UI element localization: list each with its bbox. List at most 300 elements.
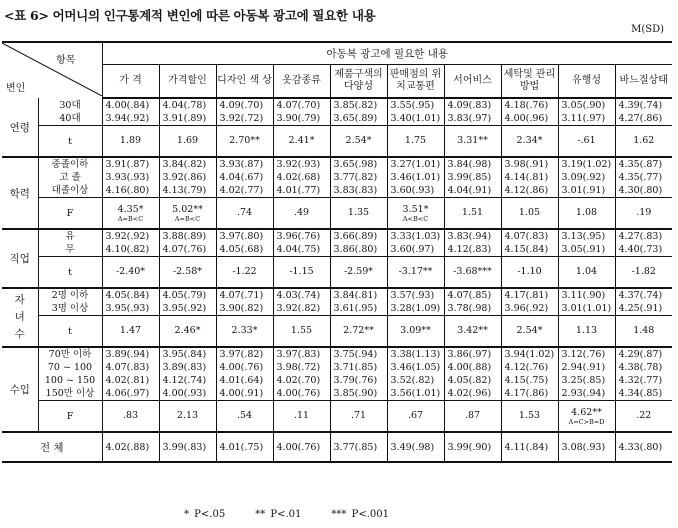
stat-cell xyxy=(330,401,387,433)
cell-value: 4.07(.70) xyxy=(276,100,321,111)
row-label-text: t xyxy=(68,135,72,147)
row-label-text: 3명 이상 xyxy=(51,303,89,314)
cell-value: -2.40* xyxy=(115,266,146,277)
row-label xyxy=(38,401,102,433)
cell-value: 4.07(.83) xyxy=(504,231,549,242)
cell-value: 3.09(.92) xyxy=(561,172,606,183)
column-header: 제품구색의 다양성 xyxy=(330,65,387,99)
cell-value: 3.79(.76) xyxy=(333,375,378,386)
footnote xyxy=(184,509,419,520)
total-value: 3.08(.93) xyxy=(558,432,615,462)
value-cell xyxy=(444,98,501,126)
cell-value: 4.00(.91) xyxy=(219,388,264,399)
cell-value: 2.93(.94) xyxy=(561,388,606,399)
cell-value: -1.82 xyxy=(631,266,656,277)
cell-value: .74 xyxy=(236,207,253,218)
cell-value: 3.65(.89) xyxy=(333,113,378,124)
cell-value: 3.05(.90) xyxy=(561,100,606,111)
value-cell xyxy=(444,229,501,257)
cell-value: 3.83(.94) xyxy=(447,231,492,242)
cell-value: 4.16(.80) xyxy=(105,185,150,196)
value-cell xyxy=(558,347,615,401)
cell-value: 4.39(.74) xyxy=(618,100,663,111)
cell-value: 4.14(.81) xyxy=(504,172,549,183)
row-label xyxy=(38,157,102,198)
row-label-text: F xyxy=(66,207,74,219)
value-cell xyxy=(102,288,159,316)
total-value: 4.00(.76) xyxy=(273,432,330,462)
column-header: 옷감종류 xyxy=(273,65,330,99)
cell-value: 3.71(.85) xyxy=(333,362,378,373)
value-cell xyxy=(216,229,273,257)
cell-value: 4.00(.93) xyxy=(162,388,207,399)
cell-value: 3.96(.92) xyxy=(504,303,549,314)
cell-value: 4.05(.68) xyxy=(219,244,264,255)
value-cell xyxy=(615,229,672,257)
cell-value: 3.27(1.01) xyxy=(390,159,441,170)
row-label-text: 중졸이하 xyxy=(51,159,89,170)
value-cell xyxy=(387,98,444,126)
total-value: 4.01(.75) xyxy=(216,432,273,462)
cell-value: 4.00(.76) xyxy=(276,388,321,399)
value-cell xyxy=(216,98,273,126)
cell-value: 3.90(.79) xyxy=(276,113,321,124)
cell-value: 3.86(.97) xyxy=(447,349,492,360)
cell-value: -1.10 xyxy=(517,266,542,277)
cell-value: 4.38(.78) xyxy=(618,362,663,373)
cell-value: 3.60(.93) xyxy=(390,185,435,196)
total-value: 3.99(.90) xyxy=(444,432,501,462)
cell-value: 4.06(.97) xyxy=(105,388,150,399)
cell-value: 3.92(.93) xyxy=(276,159,321,170)
cell-value: 1.13 xyxy=(575,325,598,336)
stat-row xyxy=(2,316,672,348)
cell-value: 3.94(1.02) xyxy=(504,349,555,360)
value-cell xyxy=(501,157,558,198)
cell-value: 4.34(.85) xyxy=(618,388,663,399)
cell-value: 3.77(.82) xyxy=(333,172,378,183)
cell-value: 3.38(1.13) xyxy=(390,349,441,360)
stat-cell xyxy=(330,198,387,230)
stat-cell xyxy=(216,257,273,289)
value-cell xyxy=(216,347,273,401)
cell-value: 4.40(.73) xyxy=(618,244,663,255)
cell-value: 3.40(1.01) xyxy=(390,113,441,124)
cell-value: 3.92(.72) xyxy=(219,113,264,124)
stat-cell xyxy=(159,257,216,289)
cell-value: 3.60(.97) xyxy=(390,244,435,255)
data-table xyxy=(2,41,672,463)
cell-value: 1.62 xyxy=(633,135,655,146)
column-header: 세탁및 관리방법 xyxy=(501,65,558,99)
cell-value: 4.32(.77) xyxy=(618,375,663,386)
cell-value: 3.33(1.03) xyxy=(390,231,441,242)
stat-cell xyxy=(387,126,444,158)
data-row xyxy=(2,229,672,257)
value-cell xyxy=(330,288,387,316)
cell-value: 3.85(.82) xyxy=(333,100,378,111)
cell-value: 3.19(1.02) xyxy=(561,159,612,170)
stat-cell xyxy=(444,401,501,433)
row-label xyxy=(38,257,102,289)
cell-value: 3.65(.98) xyxy=(333,159,378,170)
value-cell xyxy=(501,347,558,401)
column-header: 디자인 색 상 xyxy=(216,65,273,99)
group-label: 직업 xyxy=(2,229,38,288)
row-label xyxy=(38,229,102,257)
cell-value: 4.00(.88) xyxy=(447,362,492,373)
cell-value: 2.33* xyxy=(231,325,258,336)
cell-value: 4.02(.68) xyxy=(276,172,321,183)
cell-value: 4.12(.83) xyxy=(447,244,492,255)
value-cell xyxy=(615,347,672,401)
row-label-text: 70만 이하 xyxy=(48,349,92,360)
value-cell xyxy=(159,98,216,126)
stat-cell xyxy=(159,316,216,348)
cell-value: 4.05(.79) xyxy=(162,290,207,301)
cell-value: -1.22 xyxy=(232,266,257,277)
column-header: 유행성 xyxy=(558,65,615,99)
stat-cell xyxy=(558,257,615,289)
cell-value: 3.09** xyxy=(400,325,431,336)
stat-cell xyxy=(615,401,672,433)
stat-cell xyxy=(159,198,216,230)
stat-cell xyxy=(216,198,273,230)
cell-value: 3.84(.98) xyxy=(447,159,492,170)
cell-value: 3.88(.89) xyxy=(162,231,207,242)
stat-cell xyxy=(615,257,672,289)
value-cell xyxy=(387,288,444,316)
row-label xyxy=(38,316,102,348)
cell-value: .83 xyxy=(122,410,139,421)
group-label: 연령 xyxy=(9,121,30,134)
stat-cell xyxy=(558,316,615,348)
value-cell xyxy=(273,157,330,198)
row-label-text: t xyxy=(68,266,72,278)
cell-value: 4.07(.71) xyxy=(219,290,264,301)
cell-value: 4.27(.86) xyxy=(618,113,663,124)
cell-value: 4.04(.91) xyxy=(447,185,492,196)
stat-cell xyxy=(273,126,330,158)
cell-value: 1.55 xyxy=(290,325,313,336)
stat-cell xyxy=(615,316,672,348)
stat-cell xyxy=(501,401,558,433)
cell-value: 4.30(.80) xyxy=(618,185,663,196)
value-cell xyxy=(159,157,216,198)
posthoc-note: A<B<C xyxy=(402,214,429,223)
value-cell xyxy=(558,157,615,198)
cell-value: 4.35* xyxy=(117,203,144,215)
cell-value: 4.15(.75) xyxy=(504,375,549,386)
posthoc-note: A=B<C xyxy=(117,214,144,223)
cell-value: 3.89(.94) xyxy=(105,349,150,360)
stat-cell xyxy=(387,316,444,348)
value-cell xyxy=(273,288,330,316)
row-label-text: t xyxy=(68,325,72,337)
cell-value: -1.15 xyxy=(289,266,314,277)
stat-cell xyxy=(501,316,558,348)
cell-value: 3.25(.85) xyxy=(561,375,606,386)
cell-value: 3.75(.94) xyxy=(333,349,378,360)
stat-cell xyxy=(102,257,159,289)
cell-value: -3.68*** xyxy=(453,266,492,277)
cell-value: 3.97(.83) xyxy=(276,349,321,360)
cell-value: 3.92(.86) xyxy=(162,172,207,183)
row-label-text: 40대 xyxy=(59,112,81,124)
cell-value: 3.91(.87) xyxy=(105,159,150,170)
footnote-item: * P<.05 xyxy=(184,509,226,520)
row-label-text: 150만 이상 xyxy=(45,388,95,399)
cell-value: 4.04(.75) xyxy=(276,244,321,255)
stat-cell xyxy=(273,401,330,433)
value-cell xyxy=(330,98,387,126)
value-cell xyxy=(444,157,501,198)
cell-value: 4.03(.74) xyxy=(276,290,321,301)
cell-value: .49 xyxy=(293,207,310,218)
cell-value: 3.01(1.01) xyxy=(561,303,612,314)
cell-value: 4.05(.82) xyxy=(447,375,492,386)
cell-value: 4.12(.76) xyxy=(504,362,549,373)
value-cell xyxy=(216,288,273,316)
stat-cell xyxy=(387,198,444,230)
stat-cell xyxy=(273,198,330,230)
value-cell xyxy=(558,229,615,257)
value-cell xyxy=(558,288,615,316)
stat-cell xyxy=(558,126,615,158)
posthoc-note: A=C>B=D xyxy=(568,417,605,426)
cell-value: 4.09(.83) xyxy=(447,100,492,111)
row-label xyxy=(38,347,102,401)
header-item-label: 항목 xyxy=(56,55,76,66)
stat-cell xyxy=(330,257,387,289)
cell-value: 4.00(.96) xyxy=(504,113,549,124)
total-label: 전 체 xyxy=(2,432,102,462)
cell-value: 3.05(.91) xyxy=(561,244,606,255)
cell-value: 3.96(.76) xyxy=(276,231,321,242)
row-label-text: 고 졸 xyxy=(59,172,81,183)
cell-value: 3.11(.97) xyxy=(561,113,606,124)
cell-value: 3.99(.85) xyxy=(447,172,492,183)
stat-cell xyxy=(501,257,558,289)
cell-value: 1.35 xyxy=(347,207,370,218)
header-main-title: 아동복 광고에 필요한 내용 xyxy=(102,42,672,65)
cell-value: 4.04(.67) xyxy=(219,172,264,183)
row-label xyxy=(38,126,102,158)
stat-cell xyxy=(273,316,330,348)
cell-value: 3.92(.92) xyxy=(105,231,150,242)
cell-value: 4.17(.81) xyxy=(504,290,549,301)
column-header: 바느질상태 xyxy=(615,65,672,99)
cell-value: 3.93(.87) xyxy=(219,159,264,170)
total-row xyxy=(2,432,672,462)
cell-value: 3.55(.95) xyxy=(390,100,435,111)
cell-value: 4.01(.77) xyxy=(276,185,321,196)
cell-value: 3.56(1.01) xyxy=(390,388,441,399)
cell-value: 3.12(.76) xyxy=(561,349,606,360)
data-row xyxy=(2,347,672,401)
value-cell xyxy=(501,288,558,316)
cell-value: 3.31** xyxy=(457,135,488,146)
total-value: 4.11(.84) xyxy=(501,432,558,462)
header-variable-label: 변인 xyxy=(6,83,26,94)
stat-cell xyxy=(273,257,330,289)
cell-value: 1.53 xyxy=(518,410,541,421)
cell-value: .19 xyxy=(636,207,652,218)
cell-value: 3.52(.82) xyxy=(390,375,435,386)
row-label xyxy=(38,198,102,230)
column-header: 가격할인 xyxy=(159,65,216,99)
value-cell xyxy=(273,98,330,126)
value-cell xyxy=(330,347,387,401)
row-label-text: 무 xyxy=(65,244,75,255)
stat-cell xyxy=(216,316,273,348)
cell-value: 4.13(.79) xyxy=(162,185,207,196)
cell-value: 4.25(.91) xyxy=(618,303,663,314)
value-cell xyxy=(102,157,159,198)
cell-value: 3.83(.97) xyxy=(447,113,492,124)
value-cell xyxy=(102,98,159,126)
cell-value: 3.98(.91) xyxy=(504,159,549,170)
cell-value: 3.57(.93) xyxy=(390,290,435,301)
cell-value: .22 xyxy=(636,410,652,421)
cell-value: -2.58* xyxy=(172,266,203,277)
cell-value: 1.47 xyxy=(119,325,142,336)
value-cell xyxy=(216,157,273,198)
cell-value: 3.11(.90) xyxy=(561,290,606,301)
cell-value: 4.01(.64) xyxy=(219,375,264,386)
cell-value: 4.02(.77) xyxy=(219,185,264,196)
group-label: 수입 xyxy=(2,347,38,432)
stat-cell xyxy=(615,126,672,158)
stat-cell xyxy=(501,126,558,158)
stat-row xyxy=(2,126,672,158)
value-cell xyxy=(444,347,501,401)
cell-value: 4.09(.70) xyxy=(219,100,264,111)
stat-cell xyxy=(102,198,159,230)
cell-value: 3.42** xyxy=(457,325,488,336)
unit-label: M(SD) xyxy=(631,24,664,35)
cell-value: .87 xyxy=(464,410,481,421)
stat-cell xyxy=(330,316,387,348)
header-diagonal-cell xyxy=(2,42,102,98)
cell-value: 3.28(1.09) xyxy=(390,303,441,314)
cell-value: 3.83(.83) xyxy=(333,185,378,196)
stat-cell xyxy=(615,198,672,230)
stat-cell xyxy=(387,401,444,433)
row-label-text: 대졸이상 xyxy=(51,185,89,196)
stat-cell xyxy=(558,401,615,433)
stat-cell xyxy=(102,126,159,158)
row-label xyxy=(38,288,102,316)
value-cell xyxy=(387,229,444,257)
cell-value: 4.04(.78) xyxy=(162,100,207,111)
stat-cell xyxy=(330,126,387,158)
row-label-text: 2명 이하 xyxy=(51,290,89,301)
cell-value: 3.97(.82) xyxy=(219,349,264,360)
posthoc-note: A=B<C xyxy=(174,214,201,223)
value-cell xyxy=(330,157,387,198)
cell-value: 4.37(.74) xyxy=(618,290,663,301)
total-value: 3.49(.98) xyxy=(387,432,444,462)
cell-value: 3.95(.84) xyxy=(162,349,207,360)
cell-value: 3.94(.92) xyxy=(105,113,150,124)
cell-value: 3.78(.98) xyxy=(447,303,492,314)
cell-value: 1.05 xyxy=(518,207,541,218)
cell-value: -2.59* xyxy=(343,266,374,277)
value-cell xyxy=(102,347,159,401)
cell-value: 3.95(.92) xyxy=(162,303,207,314)
cell-value: 4.18(.76) xyxy=(504,100,549,111)
stat-cell xyxy=(387,257,444,289)
total-value: 3.77(.85) xyxy=(330,432,387,462)
cell-value: 4.02(.96) xyxy=(447,388,492,399)
cell-value: 2.54* xyxy=(516,325,543,336)
cell-value: -.61 xyxy=(577,135,596,146)
cell-value: 4.12(.86) xyxy=(504,185,549,196)
stat-cell xyxy=(216,126,273,158)
group-label: 학력 xyxy=(2,157,38,229)
value-cell xyxy=(615,288,672,316)
cell-value: 3.51* xyxy=(402,203,429,215)
cell-value: 1.04 xyxy=(575,266,598,277)
cell-value: 2.41* xyxy=(288,135,315,146)
column-header: 서어비스 xyxy=(444,65,501,99)
cell-value: 3.93(.93) xyxy=(105,172,150,183)
cell-value: 4.10(.82) xyxy=(105,244,150,255)
value-cell xyxy=(444,288,501,316)
value-cell xyxy=(615,157,672,198)
row-label-text: F xyxy=(66,410,74,422)
total-value: 4.33(.80) xyxy=(615,432,672,462)
group-label: 자녀수 xyxy=(2,288,38,347)
value-cell xyxy=(330,229,387,257)
value-cell xyxy=(273,347,330,401)
value-cell xyxy=(159,229,216,257)
cell-value: 2.72** xyxy=(343,325,374,336)
footnote-item: *** P<.001 xyxy=(331,509,389,520)
column-header: 가 격 xyxy=(102,65,159,99)
cell-value: 4.02(.70) xyxy=(276,375,321,386)
value-cell xyxy=(558,98,615,126)
cell-value: 3.97(.80) xyxy=(219,231,264,242)
stat-cell xyxy=(159,401,216,433)
footnote-item: ** P<.01 xyxy=(255,509,302,520)
cell-value: 4.35(.87) xyxy=(618,159,663,170)
cell-value: 3.66(.89) xyxy=(333,231,378,242)
cell-value: 3.92(.82) xyxy=(276,303,321,314)
cell-value: 3.84(.81) xyxy=(333,290,378,301)
total-value: 3.99(.83) xyxy=(159,432,216,462)
cell-value: 3.84(.82) xyxy=(162,159,207,170)
cell-value: 4.17(.86) xyxy=(504,388,549,399)
stat-cell xyxy=(444,316,501,348)
cell-value: .71 xyxy=(350,410,367,421)
cell-value: 4.12(.74) xyxy=(162,375,207,386)
cell-value: 2.13 xyxy=(176,410,199,421)
stat-cell xyxy=(444,198,501,230)
column-header: 판매점의 위치교통편 xyxy=(387,65,444,99)
cell-value: 2.34* xyxy=(516,135,543,146)
cell-value: 3.61(.95) xyxy=(333,303,378,314)
cell-value: 1.48 xyxy=(633,325,655,336)
value-cell xyxy=(102,229,159,257)
cell-value: 4.07(.85) xyxy=(447,290,492,301)
cell-value: 3.98(.72) xyxy=(276,362,321,373)
cell-value: 4.15(.84) xyxy=(504,244,549,255)
stat-cell xyxy=(102,401,159,433)
cell-value: 4.05(.84) xyxy=(105,290,150,301)
cell-value: 5.02** xyxy=(172,203,203,215)
